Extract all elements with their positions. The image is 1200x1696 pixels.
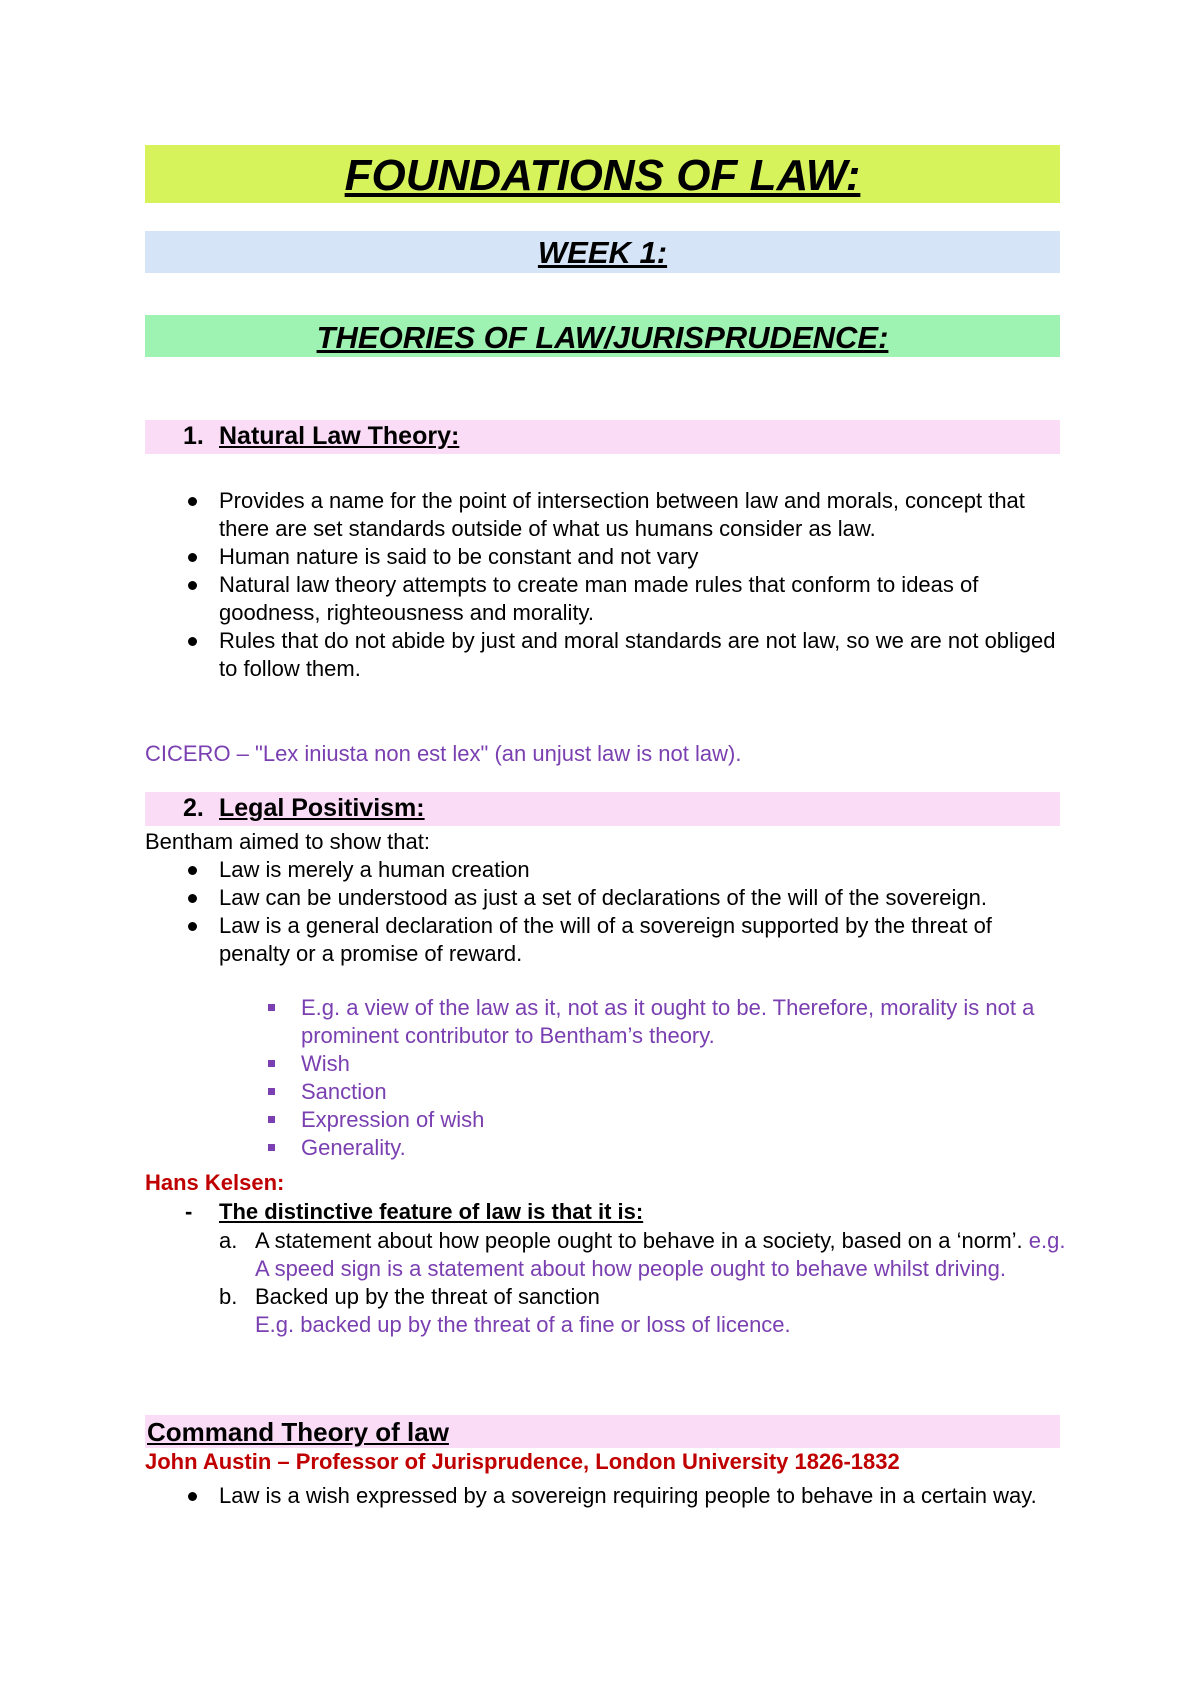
list-item: Law can be understood as just a set of declarations of the will of the sovereign. (185, 884, 1065, 912)
item-example: E.g. backed up by the threat of a fine or loss of licence. (255, 1312, 791, 1337)
kelsen-items (219, 1227, 1069, 1339)
list-item: Provides a name for the point of intersection between law and morals, concept that there are set standards outside of what us humans consider as law. (185, 487, 1065, 543)
list-item (219, 1227, 1069, 1283)
bullet-icon (188, 866, 197, 875)
list-item: Law is a wish expressed by a sovereign requiring people to behave in a certain way. (185, 1482, 1065, 1510)
square-bullet-icon (268, 1144, 275, 1151)
document-title: FOUNDATIONS OF LAW: (145, 145, 1060, 203)
bullet-icon (188, 553, 197, 562)
section-legal-positivism (145, 792, 1060, 826)
positivism-bullets (185, 856, 1065, 968)
square-bullet-icon (268, 1116, 275, 1123)
square-bullet-icon (268, 1060, 275, 1067)
dash-bullet: - (185, 1199, 193, 1224)
section-natural-law (145, 420, 1060, 454)
austin-subtitle: John Austin – Professor of Jurisprudence, London University 1826-1832 (145, 1449, 900, 1474)
section-heading: Command Theory of law (147, 1417, 449, 1447)
sub-list-item: Expression of wish (265, 1106, 1065, 1134)
item-label: b. (219, 1284, 238, 1309)
sub-list-item: Generality. (265, 1134, 1065, 1162)
sub-list-item: E.g. a view of the law as it, not as it ought to be. Therefore, morality is not a prominent contributor to Bentham’s theory. (265, 994, 1065, 1050)
bullet-icon (188, 1492, 197, 1501)
item-example: e.g. A speed sign is a statement about how people ought to behave whilst driving. (255, 1228, 1066, 1281)
square-bullet-icon (268, 1088, 275, 1095)
bullet-icon (188, 894, 197, 903)
item-label: a. (219, 1228, 238, 1253)
item-text: Backed up by the threat of sanction (255, 1284, 600, 1309)
sub-list-item: Sanction (265, 1078, 1065, 1106)
kelsen-heading: Hans Kelsen: (145, 1170, 285, 1195)
week-heading: WEEK 1: (145, 231, 1060, 273)
kelsen-feature: The distinctive feature of law is that it is: (219, 1199, 644, 1224)
command-theory-bullets (185, 1482, 1065, 1510)
cicero-quote: CICERO – "Lex iniusta non est lex" (an unjust law is not law). (145, 741, 742, 766)
section-number: 1. (183, 422, 204, 450)
section-heading: Natural Law Theory: (219, 422, 460, 450)
section-number: 2. (183, 794, 204, 822)
item-text: A statement about how people ought to behave in a society, based on a ‘norm’. (255, 1228, 1023, 1253)
bullet-icon (188, 922, 197, 931)
section-heading: Legal Positivism: (219, 794, 425, 822)
bullet-icon (188, 637, 197, 646)
bentham-intro: Bentham aimed to show that: (145, 829, 430, 854)
list-item: Law is a general declaration of the will of a sovereign supported by the threat of penalty or a promise of reward. (185, 912, 1065, 968)
list-item: Human nature is said to be constant and not vary (185, 543, 1065, 571)
list-item: Natural law theory attempts to create man made rules that conform to ideas of goodness, righteousness and morality. (185, 571, 1065, 627)
bullet-icon (188, 581, 197, 590)
list-item: Law is merely a human creation (185, 856, 1065, 884)
square-bullet-icon (268, 1004, 275, 1011)
sub-list-item: Wish (265, 1050, 1065, 1078)
bentham-sub-bullets (265, 994, 1065, 1162)
list-item (219, 1283, 1069, 1339)
section-command-theory (145, 1415, 1060, 1448)
bullet-icon (188, 497, 197, 506)
natural-law-bullets (185, 487, 1065, 683)
list-item: Rules that do not abide by just and moral standards are not law, so we are not obliged to follow them. (185, 627, 1065, 683)
theories-heading: THEORIES OF LAW/JURISPRUDENCE: (145, 315, 1060, 357)
